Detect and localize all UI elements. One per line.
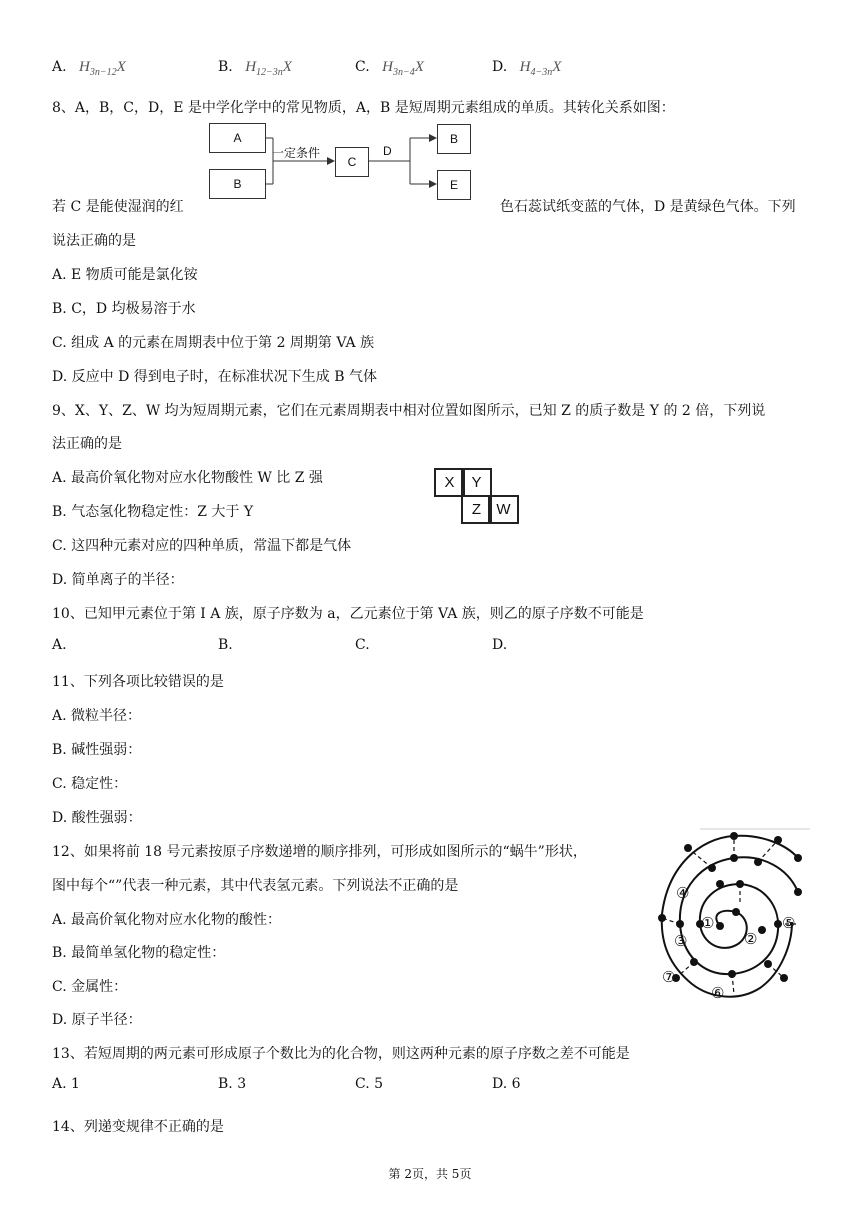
q8-box-c: C [335, 147, 369, 177]
q9-stem-line2: 法正确的是 [52, 436, 122, 452]
q7-option-a-formula: $H_{3n-12}X$ [79, 59, 126, 78]
q8-option-d: D. 反应中 D 得到电子时，在标准状况下生成 B 气体 [52, 369, 377, 385]
q7-option-b: B. $H_{12-3n}X$ [218, 59, 292, 78]
q12-option-a: A. 最高价氧化物对应水化物的酸性： [52, 912, 282, 928]
q9-periodic-table-fragment [434, 468, 524, 528]
q10-option-d: D. [492, 637, 508, 653]
q8-option-c: C. 组成 A 的元素在周期表中位于第 2 周期第 VA 族 [52, 335, 375, 351]
q11-option-b: B. 碱性强弱： [52, 742, 142, 758]
q8-box-b: B [209, 169, 266, 199]
q7-option-b-formula: $H_{12-3n}X$ [245, 59, 292, 78]
q13-option-a: A. 1 [52, 1076, 80, 1092]
q9-cell-x: X [434, 468, 465, 497]
q12-stem-line1: 12、如果将前 18 号元素按原子序数递增的顺序排列，可形成如图所示的“蜗牛”形状， [52, 844, 587, 860]
page-footer: 第 2页，共 5页 [388, 1167, 472, 1181]
q9-option-b: B. 气态氢化物稳定性：Z 大于 Y [52, 504, 254, 520]
q7-option-d: D. $H_{4-3n}X$ [492, 59, 562, 78]
q8-line1-right: 色石蕊试纸变蓝的气体，D 是黄绿色气体。下列 [500, 199, 796, 215]
q8-box-a: A [209, 123, 266, 153]
q11-stem: 11、下列各项比较错误的是 [52, 674, 224, 690]
q8-stem: 8、A，B，C，D，E 是中学化学中的常见物质，A，B 是短周期元素组成的单质。其转化关系如图： [52, 100, 675, 116]
q10-option-c: C. [355, 637, 370, 653]
q8-line2: 说法正确的是 [52, 233, 136, 249]
q13-stem: 13、若短周期的两元素可形成原子个数比为的化合物，则这两种元素的原子序数之差不可能是 [52, 1046, 630, 1062]
q12-snail-diagram [650, 826, 815, 1006]
q7-option-d-formula: $H_{4-3n}X$ [519, 59, 562, 78]
q9-stem-line1: 9、X、Y、Z、W 均为短周期元素，它们在元素周期表中相对位置如图所示，已知 Z 的质子数是 Y 的 2 倍，下列说 [52, 403, 766, 419]
q12-label-2: ② [744, 930, 758, 948]
q12-label-5: ⑤ [782, 914, 796, 932]
q12-option-c: C. 金属性： [52, 979, 128, 995]
q8-condition-label: 一定条件 [272, 146, 321, 160]
q13-option-d: D. 6 [492, 1076, 521, 1092]
q10-option-b: B. [218, 637, 233, 653]
q12-label-6: ⑥ [711, 984, 725, 1002]
q8-box-out-b: B [437, 124, 471, 154]
q7-option-a: A. $H_{3n-12}X$ [52, 59, 126, 78]
q12-label-7: ⑦ [662, 968, 676, 986]
q12-stem-line2: 图中每个“”代表一种元素，其中代表氢元素。下列说法不正确的是 [52, 878, 459, 894]
q9-cell-y: Y [461, 468, 492, 497]
q13-option-c: C. 5 [355, 1076, 384, 1092]
q12-option-d: D. 原子半径： [52, 1012, 142, 1028]
q8-option-a: A. E 物质可能是氯化铵 [52, 267, 198, 283]
q7-option-c: C. $H_{3n-4}X$ [355, 59, 424, 78]
q13-option-b: B. 3 [218, 1076, 247, 1092]
q8-flow-diagram [205, 120, 475, 205]
q12-option-b: B. 最简单氢化物的稳定性： [52, 945, 226, 961]
q9-option-c: C. 这四种元素对应的四种单质，常温下都是气体 [52, 538, 352, 554]
q8-d-label: D [383, 144, 392, 158]
q10-stem: 10、已知甲元素位于第 I A 族，原子序数为 a，乙元素位于第 VA 族，则乙的原子序数不可能是 [52, 606, 644, 622]
q8-line1-left: 若 C 是能使湿润的红 [52, 199, 184, 215]
q12-label-3: ③ [674, 932, 688, 950]
q11-option-a: A. 微粒半径： [52, 708, 142, 724]
q10-option-a: A. [52, 637, 67, 653]
q9-option-a: A. 最高价氧化物对应水化物酸性 W 比 Z 强 [52, 470, 323, 486]
q9-option-d: D. 简单离子的半径： [52, 572, 184, 588]
q9-cell-w: W [488, 495, 519, 524]
q12-label-4: ④ [676, 884, 690, 902]
q11-option-c: C. 稳定性： [52, 776, 128, 792]
q8-option-b: B. C，D 均极易溶于水 [52, 301, 196, 317]
q11-option-d: D. 酸性强弱： [52, 810, 142, 826]
q14-stem: 14、列递变规律不正确的是 [52, 1119, 224, 1135]
q7-option-c-formula: $H_{3n-4}X$ [382, 59, 424, 78]
q9-cell-z: Z [461, 495, 492, 524]
q8-box-out-e: E [437, 170, 471, 200]
q12-label-1: ① [701, 914, 715, 932]
